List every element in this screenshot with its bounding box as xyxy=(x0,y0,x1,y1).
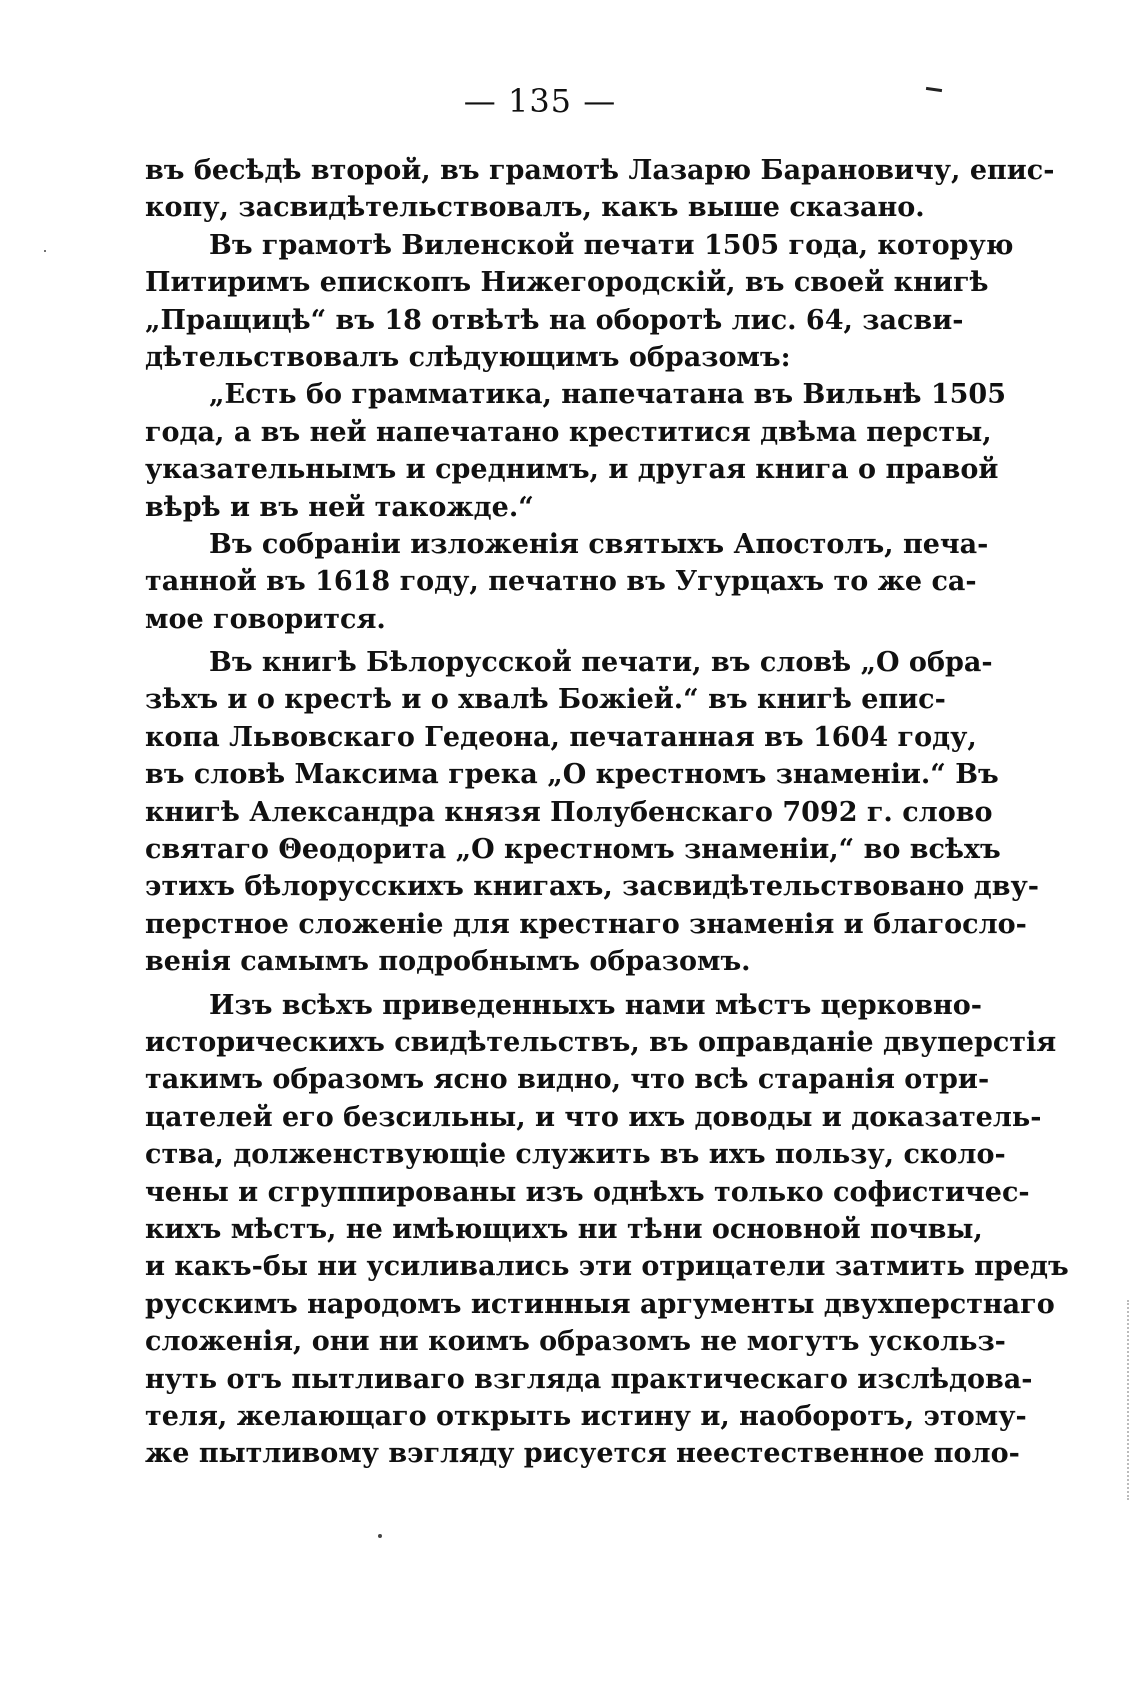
text-line: такимъ образомъ ясно видно, что всѣ старанія отри- xyxy=(145,1064,990,1096)
text-line: чены и сгруппированы изъ однѣхъ только софистичес- xyxy=(145,1176,1030,1208)
text-line: зѣхъ и о крестѣ и о хвалѣ Божіей.“ въ книгѣ епис- xyxy=(145,684,946,716)
text-line: нуть отъ пытливаго взгляда практическаго изслѣдова- xyxy=(145,1363,1033,1395)
text-line: вѣрѣ и въ ней такожде.“ xyxy=(145,491,534,523)
ink-speck xyxy=(44,250,46,252)
text-line: этихъ бѣлорусскихъ книгахъ, засвидѣтельствовано дву- xyxy=(145,871,1039,903)
text-line: венія самымъ подробнымъ образомъ. xyxy=(145,946,751,978)
text-line: Въ книгѣ Бѣлорусской печати, въ словѣ „О обра- xyxy=(209,647,993,679)
text-line: мое говорится. xyxy=(145,603,386,635)
paragraph xyxy=(145,526,989,638)
text-line: сложенія, они ни коимъ образомъ не могутъ ускольз- xyxy=(145,1326,1006,1358)
text-line: ства, долженствующіе служить въ ихъ пользу, сколо- xyxy=(145,1139,1006,1171)
text-line: теля, желающаго открыть истину и, наоборотъ, этому- xyxy=(145,1400,1027,1432)
text-line: же пытливому вэгляду рисуется неестественное поло- xyxy=(145,1438,1020,1470)
text-line: Питиримъ епископъ Нижегородскій, въ своей книгѣ xyxy=(145,267,989,299)
text-line: кихъ мѣстъ, не имѣющихъ ни тѣни основной почвы, xyxy=(145,1213,983,1245)
text-line: святаго Θеодорита „О крестномъ знаменіи,“ во всѣхъ xyxy=(145,834,1001,866)
text-line: русскимъ народомъ истинныя аргументы двухперстнаго xyxy=(145,1288,1055,1320)
page-number: — 135 — xyxy=(463,82,617,120)
text-line: Изъ всѣхъ приведенныхъ нами мѣстъ церковно- xyxy=(209,989,982,1021)
paragraph-quote xyxy=(145,376,1007,526)
ink-speck xyxy=(378,1534,382,1538)
text-line: и какъ-бы ни усиливались эти отрицатели затмить предъ xyxy=(145,1251,1069,1283)
text-line: историческихъ свидѣтельствъ, въ оправданіе двуперстія xyxy=(145,1026,1057,1058)
paragraph xyxy=(145,987,1069,1473)
scan-edge-marks xyxy=(1127,1300,1132,1500)
text-line: „Есть бо грамматика, напечатана въ Вильнѣ 1505 xyxy=(209,379,1007,411)
text-line: копа Львовскаго Гедеона, печатанная въ 1604 году, xyxy=(145,721,977,753)
text-line: въ словѣ Максима грека „О крестномъ знаменіи.“ Въ xyxy=(145,759,999,791)
text-line: въ бесѣдѣ второй, въ грамотѣ Лазарю Барановичу, епис- xyxy=(145,155,1055,186)
text-line: Въ собраніи изложенія святыхъ Апостолъ, печа- xyxy=(209,528,989,560)
text-line: указательнымъ и среднимъ, и другая книга о правой xyxy=(145,454,999,486)
paragraph xyxy=(145,227,1014,377)
text-line: перстное сложеніе для крестнаго знаменія и благосло- xyxy=(145,908,1027,940)
text-line: танной въ 1618 году, печатно въ Угурцахъ то же са- xyxy=(145,566,977,598)
text-line: „Пращицѣ“ въ 18 отвѣтѣ на оборотѣ лис. 64, засви- xyxy=(145,304,964,336)
paragraph xyxy=(145,152,1055,227)
text-body xyxy=(145,152,1069,1473)
text-line: копу, засвидѣтельствовалъ, какъ выше сказано. xyxy=(145,192,925,224)
text-line: года, а въ ней напечатано креститися двѣма персты, xyxy=(145,416,992,448)
text-line: книгѣ Александра князя Полубенскаго 7092 г. слово xyxy=(145,796,993,828)
text-line: дѣтельствовалъ слѣдующимъ образомъ: xyxy=(145,341,791,373)
paragraph xyxy=(145,644,1039,981)
text-line: Въ грамотѣ Виленской печати 1505 года, которую xyxy=(209,229,1014,261)
text-line: цателей его безсильны, и что ихъ доводы и доказатель- xyxy=(145,1101,1042,1133)
